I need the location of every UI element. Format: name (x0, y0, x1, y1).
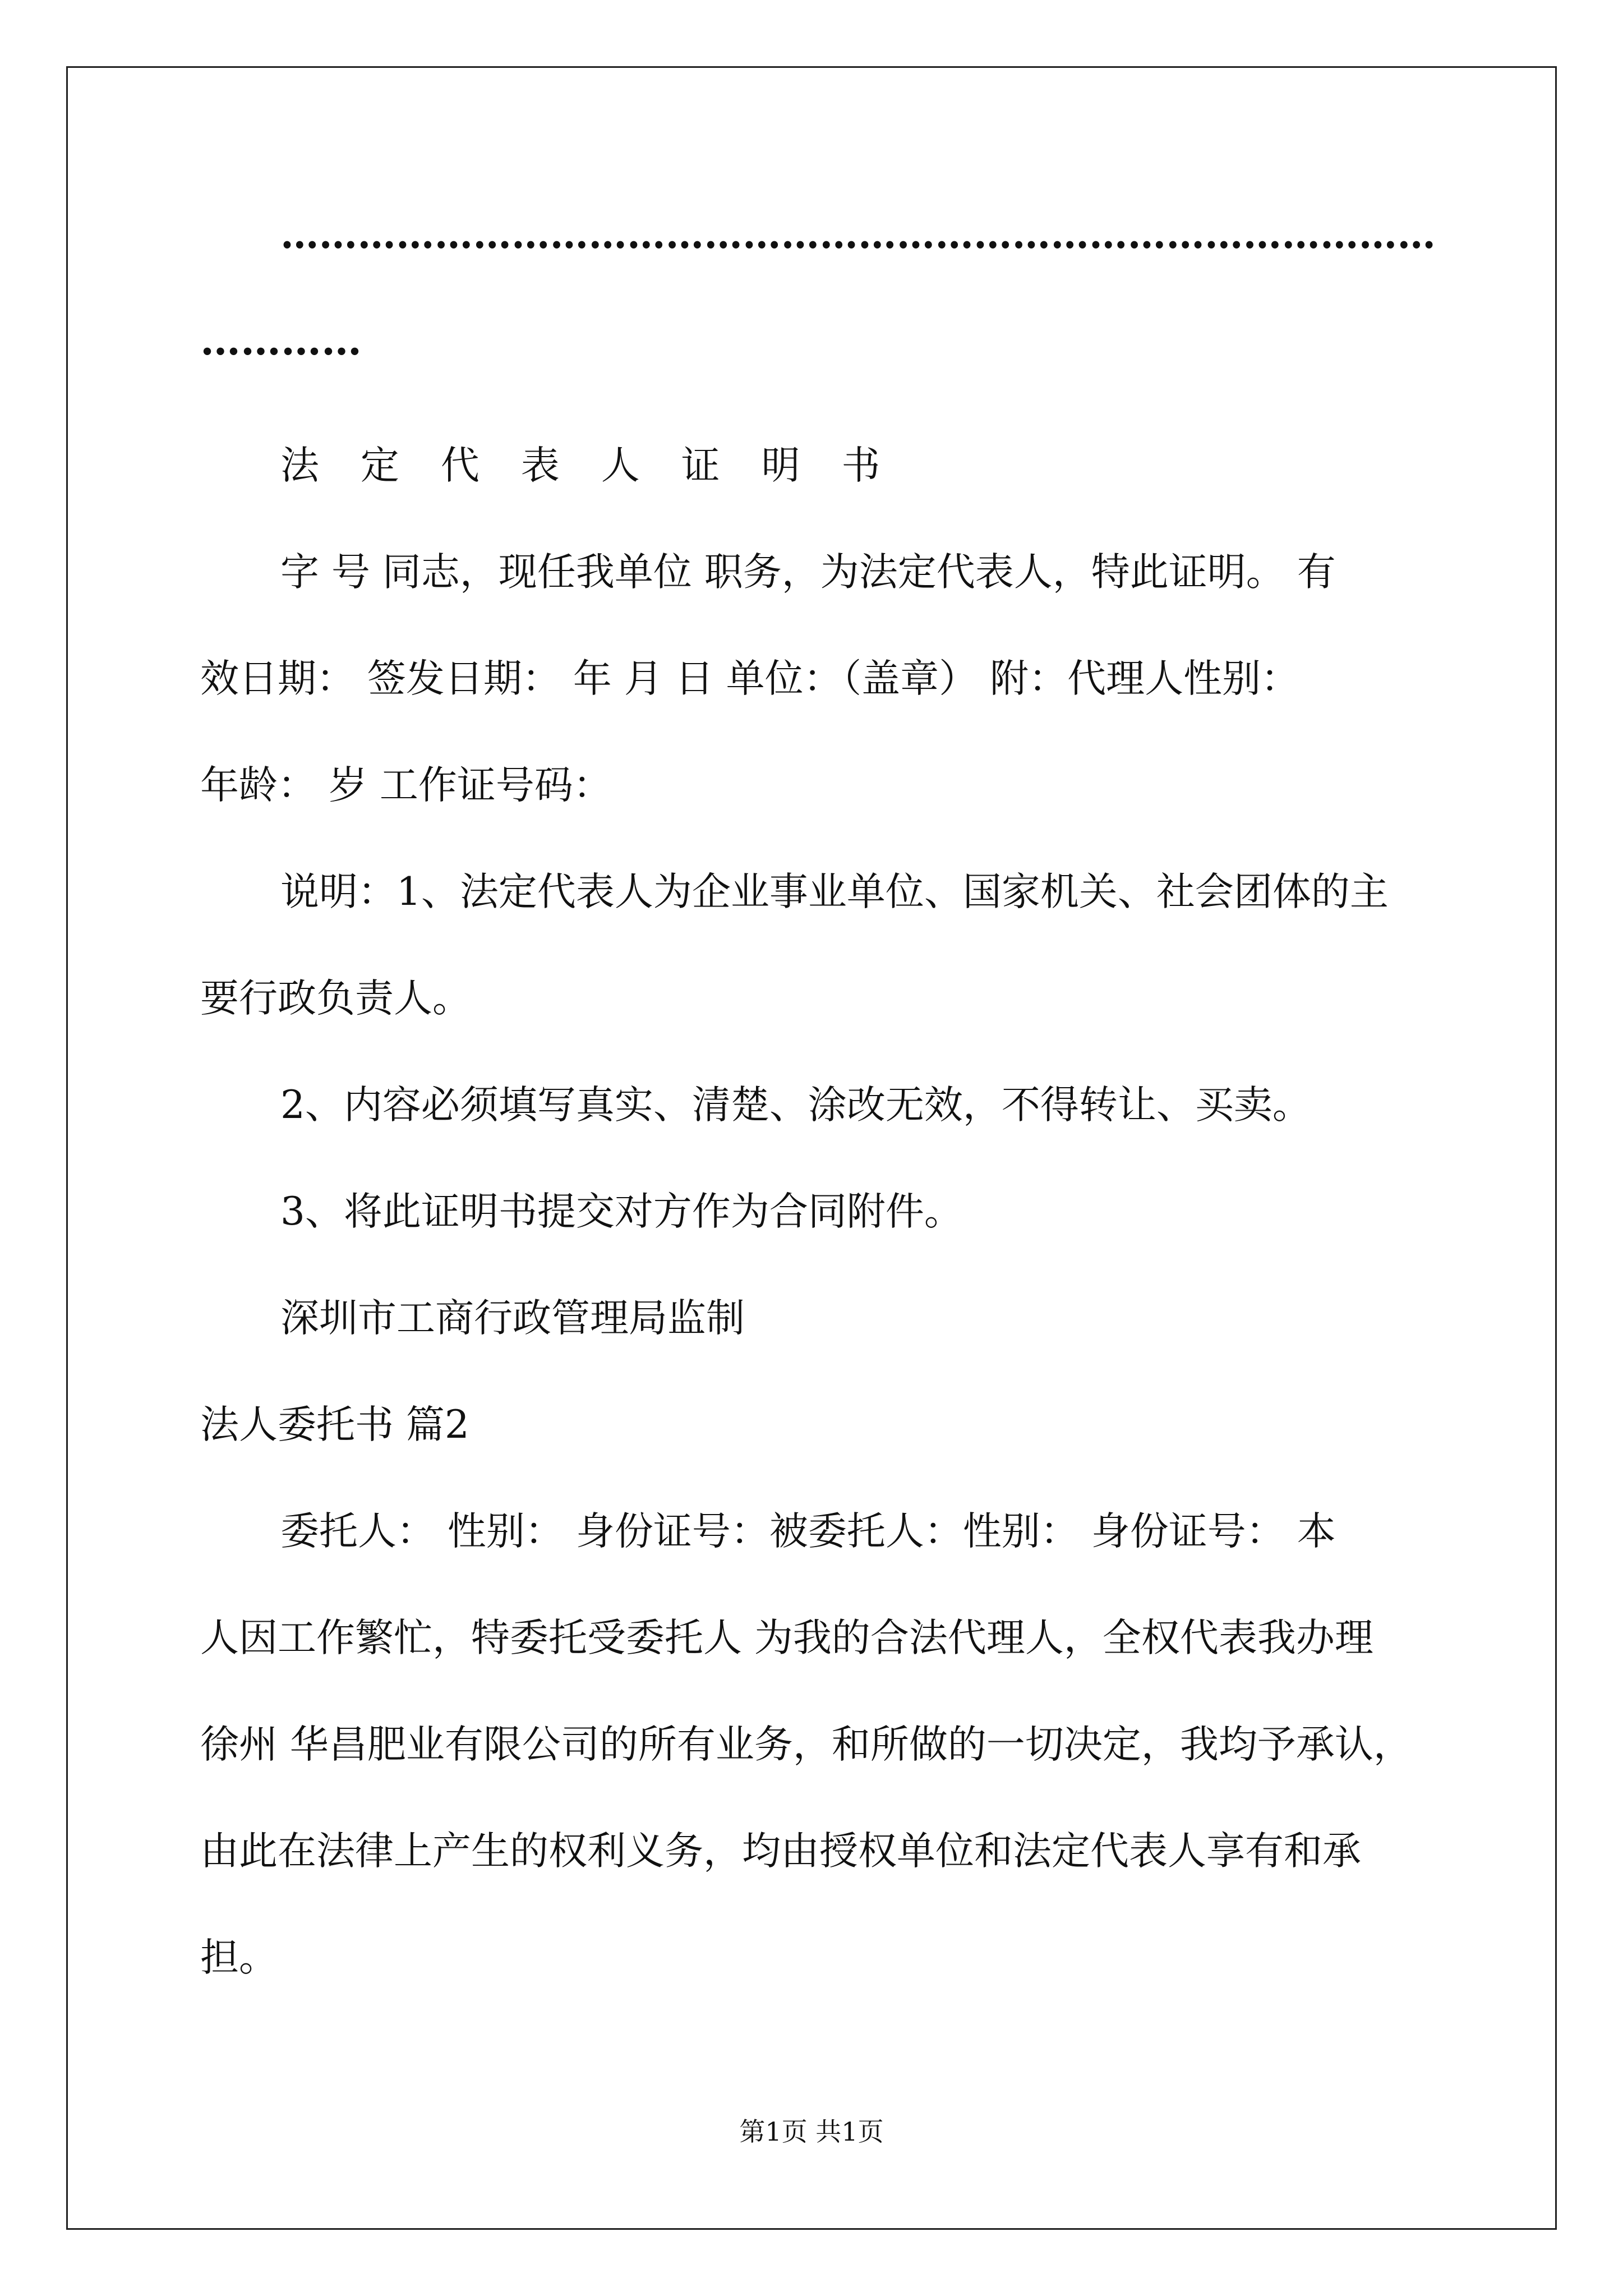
entrust-paragraph-line-1: 委托人： 性别： 身份证号：被委托人：性别： 身份证号： 本 (280, 1509, 1336, 1554)
page-number-footer: 第1页 共1页 (739, 2116, 884, 2147)
entrust-paragraph-line-4: 由此在法律上产生的权利义务，均由授权单位和法定代表人享有和承 (200, 1829, 1361, 1874)
entrust-paragraph-line-2: 人因工作繁忙，特委托受委托人 为我的合法代理人，全权代表我办理 (200, 1616, 1373, 1660)
note-1-line-2: 要行政负责人。 (200, 976, 471, 1021)
issuer-line: 深圳市工商行政管理局监制 (280, 1296, 745, 1341)
cert-paragraph-line-1: 字 号 同志，现任我单位 职务，为法定代表人，特此证明。 有 (280, 550, 1336, 595)
certificate-title: 法 定 代 表 人 证 明 书 (280, 443, 895, 488)
note-2: 2、内容必须填写真实、清楚、涂改无效，不得转让、买卖。 (280, 1083, 1311, 1128)
cert-paragraph-line-3: 年龄： 岁 工作证号码： (200, 763, 612, 808)
dotted-leader-line-continued: ………… (200, 316, 362, 364)
page-border (66, 66, 1557, 2230)
entrust-paragraph-line-3: 徐州 华昌肥业有限公司的所有业务，和所做的一切决定，我均予承认， (200, 1722, 1412, 1767)
note-1-line-1: 说明：1、法定代表人为企业事业单位、国家机关、社会团体的主 (280, 869, 1389, 914)
dotted-leader-line: ……………………………………………………………………………… (280, 210, 1436, 257)
note-3: 3、将此证明书提交对方作为合同附件。 (280, 1189, 963, 1234)
entrust-paragraph-line-5: 担。 (200, 1935, 278, 1980)
cert-paragraph-line-2: 效日期： 签发日期： 年 月 日 单位：（盖章） 附：代理人性别： (200, 656, 1300, 701)
section-heading: 法人委托书 篇2 (200, 1402, 469, 1447)
